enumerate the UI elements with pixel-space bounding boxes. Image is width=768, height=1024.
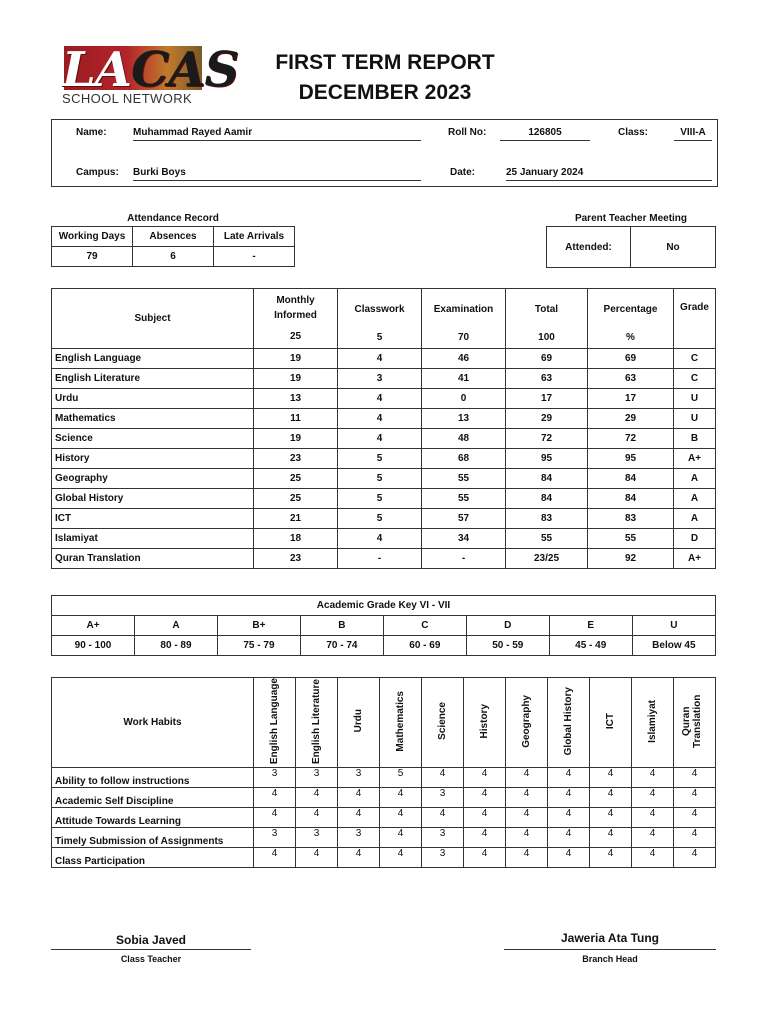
grade-range: 90 - 100 bbox=[52, 636, 135, 656]
marks-table bbox=[51, 288, 716, 569]
marks-cell: 48 bbox=[422, 429, 506, 449]
ptm-value: No bbox=[631, 227, 716, 268]
habit-row bbox=[52, 788, 716, 808]
grade-range: 80 - 89 bbox=[135, 636, 218, 656]
grade-header: Grade bbox=[674, 289, 716, 349]
habit-subject-header bbox=[464, 678, 506, 768]
subject-name: Islamiyat bbox=[52, 529, 254, 549]
marks-cell: 95 bbox=[506, 449, 588, 469]
grade-letter: E bbox=[549, 616, 632, 636]
marks-cell: 57 bbox=[422, 509, 506, 529]
marks-cell: 63 bbox=[506, 369, 588, 389]
logo-subtitle: SCHOOL NETWORK bbox=[62, 91, 193, 106]
habit-row bbox=[52, 828, 716, 848]
marks-cell: 18 bbox=[254, 529, 338, 549]
grade-range: 45 - 49 bbox=[549, 636, 632, 656]
habit-score: 4 bbox=[464, 828, 506, 848]
subject-name: Global History bbox=[52, 489, 254, 509]
marks-cell: U bbox=[674, 409, 716, 429]
marks-cell: A bbox=[674, 469, 716, 489]
marks-cell: U bbox=[674, 389, 716, 409]
marks-cell: 5 bbox=[338, 469, 422, 489]
grade-range: Below 45 bbox=[632, 636, 715, 656]
grade-range: 70 - 74 bbox=[300, 636, 383, 656]
habit-subject-header bbox=[632, 678, 674, 768]
grade-range: 50 - 59 bbox=[466, 636, 549, 656]
marks-row bbox=[52, 369, 716, 389]
monthly-header: Monthly Informed 25 bbox=[254, 289, 338, 349]
marks-row bbox=[52, 349, 716, 369]
habit-score: 4 bbox=[506, 848, 548, 868]
attendance-caption: Attendance Record bbox=[127, 213, 219, 224]
habit-label: Ability to follow instructions bbox=[52, 768, 254, 788]
habit-subject-header bbox=[422, 678, 464, 768]
work-habits-table bbox=[51, 677, 716, 868]
marks-row bbox=[52, 549, 716, 569]
habit-score: 4 bbox=[380, 828, 422, 848]
absences-value: 6 bbox=[133, 247, 214, 267]
marks-cell: 4 bbox=[338, 429, 422, 449]
student-name: Muhammad Rayed Aamir bbox=[133, 127, 421, 141]
marks-cell: 25 bbox=[254, 489, 338, 509]
grade-range: 60 - 69 bbox=[383, 636, 466, 656]
habit-score: 4 bbox=[632, 828, 674, 848]
marks-cell: 25 bbox=[254, 469, 338, 489]
marks-cell: 21 bbox=[254, 509, 338, 529]
habit-score: 4 bbox=[674, 768, 716, 788]
habit-subject-header bbox=[338, 678, 380, 768]
marks-cell: 17 bbox=[506, 389, 588, 409]
marks-row bbox=[52, 469, 716, 489]
marks-cell: 13 bbox=[254, 389, 338, 409]
marks-row bbox=[52, 509, 716, 529]
name-label: Name: bbox=[76, 127, 107, 138]
grade-letter: A bbox=[135, 616, 218, 636]
class-teacher-signature-line bbox=[51, 949, 251, 950]
branch-head-name: Jaweria Ata Tung bbox=[560, 931, 660, 945]
grade-letter: B bbox=[300, 616, 383, 636]
marks-row bbox=[52, 409, 716, 429]
marks-row bbox=[52, 389, 716, 409]
marks-cell: 72 bbox=[506, 429, 588, 449]
habit-score: 3 bbox=[422, 788, 464, 808]
marks-cell: 34 bbox=[422, 529, 506, 549]
habit-score: 4 bbox=[338, 788, 380, 808]
marks-cell: 68 bbox=[422, 449, 506, 469]
total-header: Total 100 bbox=[506, 289, 588, 349]
habit-score: 4 bbox=[590, 808, 632, 828]
marks-cell: 17 bbox=[588, 389, 674, 409]
marks-cell: 11 bbox=[254, 409, 338, 429]
school-logo bbox=[62, 42, 239, 108]
grade-letter: D bbox=[466, 616, 549, 636]
marks-cell: 3 bbox=[338, 369, 422, 389]
habit-score: 4 bbox=[590, 848, 632, 868]
marks-cell: A bbox=[674, 509, 716, 529]
subject-name: Urdu bbox=[52, 389, 254, 409]
percentage-header: Percentage % bbox=[588, 289, 674, 349]
marks-cell: 55 bbox=[422, 469, 506, 489]
marks-cell: 19 bbox=[254, 429, 338, 449]
marks-cell: 4 bbox=[338, 389, 422, 409]
logo-wordmark: LACAS bbox=[62, 42, 239, 98]
marks-row bbox=[52, 489, 716, 509]
branch-head-signature-line bbox=[504, 949, 716, 950]
habit-score: 4 bbox=[506, 828, 548, 848]
habit-subject-label: English Literature bbox=[311, 678, 322, 764]
habit-score: 4 bbox=[464, 768, 506, 788]
habit-subject-header bbox=[506, 678, 548, 768]
marks-cell: 19 bbox=[254, 369, 338, 389]
marks-cell: A+ bbox=[674, 449, 716, 469]
marks-cell: - bbox=[338, 549, 422, 569]
marks-cell: C bbox=[674, 369, 716, 389]
habit-score: 4 bbox=[254, 808, 296, 828]
habit-score: 4 bbox=[590, 828, 632, 848]
branch-head-role: Branch Head bbox=[582, 954, 638, 964]
habit-score: 3 bbox=[296, 828, 338, 848]
classwork-header: Classwork 5 bbox=[338, 289, 422, 349]
habit-subject-label: Quran Translation bbox=[680, 694, 703, 748]
habit-score: 4 bbox=[590, 768, 632, 788]
marks-cell: 5 bbox=[338, 449, 422, 469]
habit-subject-header bbox=[254, 678, 296, 768]
habit-score: 4 bbox=[296, 848, 338, 868]
marks-cell: 29 bbox=[588, 409, 674, 429]
habit-score: 4 bbox=[674, 808, 716, 828]
habit-score: 4 bbox=[674, 848, 716, 868]
marks-cell: 55 bbox=[422, 489, 506, 509]
habit-score: 4 bbox=[380, 808, 422, 828]
roll-label: Roll No: bbox=[448, 127, 487, 138]
habit-subject-label: Science bbox=[437, 702, 448, 740]
habit-score: 3 bbox=[422, 848, 464, 868]
habit-subject-label: Islamiyat bbox=[647, 699, 658, 743]
marks-cell: B bbox=[674, 429, 716, 449]
grade-letter: U bbox=[632, 616, 715, 636]
subject-header: Subject bbox=[52, 289, 254, 349]
marks-cell: 19 bbox=[254, 349, 338, 369]
subject-name: Mathematics bbox=[52, 409, 254, 429]
marks-cell: 29 bbox=[506, 409, 588, 429]
habit-subject-header bbox=[674, 678, 716, 768]
marks-cell: D bbox=[674, 529, 716, 549]
habit-score: 3 bbox=[254, 768, 296, 788]
marks-cell: 83 bbox=[506, 509, 588, 529]
habit-score: 4 bbox=[674, 788, 716, 808]
subject-name: Quran Translation bbox=[52, 549, 254, 569]
grade-key-table bbox=[51, 595, 716, 656]
habit-score: 4 bbox=[548, 808, 590, 828]
marks-cell: 69 bbox=[588, 349, 674, 369]
marks-cell: 63 bbox=[588, 369, 674, 389]
marks-cell: 46 bbox=[422, 349, 506, 369]
marks-cell: A bbox=[674, 489, 716, 509]
habit-score: 3 bbox=[422, 828, 464, 848]
habit-score: 4 bbox=[338, 808, 380, 828]
ptm-label: Attended: bbox=[547, 227, 631, 268]
attendance-table bbox=[51, 226, 295, 267]
habit-score: 4 bbox=[632, 788, 674, 808]
habit-score: 4 bbox=[296, 808, 338, 828]
marks-cell: 5 bbox=[338, 509, 422, 529]
marks-cell: C bbox=[674, 349, 716, 369]
ptm-caption: Parent Teacher Meeting bbox=[574, 213, 688, 224]
habit-score: 4 bbox=[632, 808, 674, 828]
roll-number: 126805 bbox=[500, 127, 590, 141]
habit-subject-label: Mathematics bbox=[395, 690, 406, 752]
marks-cell: 92 bbox=[588, 549, 674, 569]
habit-score: 4 bbox=[464, 848, 506, 868]
habit-label: Timely Submission of Assignments bbox=[52, 828, 254, 848]
habit-score: 4 bbox=[422, 808, 464, 828]
class-value: VIII-A bbox=[674, 127, 712, 141]
marks-cell: 83 bbox=[588, 509, 674, 529]
marks-cell: 23 bbox=[254, 449, 338, 469]
habit-score: 4 bbox=[506, 768, 548, 788]
marks-cell: 4 bbox=[338, 529, 422, 549]
habit-subject-label: ICT bbox=[605, 713, 616, 730]
marks-cell: 0 bbox=[422, 389, 506, 409]
marks-cell: 4 bbox=[338, 349, 422, 369]
habit-score: 4 bbox=[380, 788, 422, 808]
habit-label: Class Participation bbox=[52, 848, 254, 868]
habit-subject-header bbox=[380, 678, 422, 768]
grade-letter: B+ bbox=[217, 616, 300, 636]
marks-cell: 23/25 bbox=[506, 549, 588, 569]
marks-cell: 84 bbox=[588, 489, 674, 509]
attendance-header: Working Days bbox=[52, 227, 133, 247]
marks-cell: 69 bbox=[506, 349, 588, 369]
grade-key-ranges-row bbox=[52, 636, 716, 656]
working-days-value: 79 bbox=[52, 247, 133, 267]
habit-subject-label: Global History bbox=[563, 686, 574, 756]
grade-key-title: Academic Grade Key VI - VII bbox=[52, 596, 716, 616]
report-date: 25 January 2024 bbox=[506, 167, 712, 181]
attendance-header: Late Arrivals bbox=[214, 227, 295, 247]
grade-letter: C bbox=[383, 616, 466, 636]
habit-score: 3 bbox=[296, 768, 338, 788]
habit-subject-label: Urdu bbox=[353, 709, 364, 733]
subject-name: Science bbox=[52, 429, 254, 449]
habit-score: 5 bbox=[380, 768, 422, 788]
marks-cell: 95 bbox=[588, 449, 674, 469]
subject-name: History bbox=[52, 449, 254, 469]
habit-score: 4 bbox=[254, 848, 296, 868]
habit-score: 4 bbox=[254, 788, 296, 808]
habit-score: 3 bbox=[338, 828, 380, 848]
examination-header: Examination 70 bbox=[422, 289, 506, 349]
habit-subject-label: History bbox=[479, 703, 490, 739]
habit-subject-header bbox=[548, 678, 590, 768]
habit-score: 4 bbox=[548, 768, 590, 788]
marks-cell: A+ bbox=[674, 549, 716, 569]
marks-cell: 84 bbox=[506, 489, 588, 509]
habit-subject-header bbox=[296, 678, 338, 768]
marks-cell: 13 bbox=[422, 409, 506, 429]
report-title: FIRST TERM REPORT bbox=[275, 51, 495, 74]
class-teacher-name: Sobia Javed bbox=[115, 933, 187, 947]
habit-subject-label: English Language bbox=[269, 678, 280, 765]
marks-row bbox=[52, 429, 716, 449]
grade-range: 75 - 79 bbox=[217, 636, 300, 656]
marks-cell: 72 bbox=[588, 429, 674, 449]
subject-name: Geography bbox=[52, 469, 254, 489]
habit-row bbox=[52, 808, 716, 828]
habit-score: 4 bbox=[380, 848, 422, 868]
habit-row bbox=[52, 848, 716, 868]
habit-subject-label: Geography bbox=[521, 694, 532, 748]
ptm-table bbox=[546, 226, 716, 268]
habit-score: 3 bbox=[254, 828, 296, 848]
marks-cell: 84 bbox=[588, 469, 674, 489]
habit-score: 4 bbox=[464, 808, 506, 828]
habit-score: 4 bbox=[338, 848, 380, 868]
marks-cell: 55 bbox=[588, 529, 674, 549]
habit-row bbox=[52, 768, 716, 788]
habit-label: Attitude Towards Learning bbox=[52, 808, 254, 828]
subject-name: English Language bbox=[52, 349, 254, 369]
marks-cell: 55 bbox=[506, 529, 588, 549]
habit-subject-header bbox=[590, 678, 632, 768]
marks-cell: 23 bbox=[254, 549, 338, 569]
student-info-box bbox=[51, 119, 718, 187]
habit-score: 4 bbox=[548, 848, 590, 868]
marks-cell: 84 bbox=[506, 469, 588, 489]
late-arrivals-value: - bbox=[214, 247, 295, 267]
marks-cell: - bbox=[422, 549, 506, 569]
habit-score: 4 bbox=[674, 828, 716, 848]
marks-cell: 41 bbox=[422, 369, 506, 389]
campus-label: Campus: bbox=[76, 167, 119, 178]
attendance-header: Absences bbox=[133, 227, 214, 247]
habit-score: 4 bbox=[464, 788, 506, 808]
habit-score: 4 bbox=[296, 788, 338, 808]
marks-row bbox=[52, 449, 716, 469]
grade-key-grades-row bbox=[52, 616, 716, 636]
subject-name: ICT bbox=[52, 509, 254, 529]
habit-score: 3 bbox=[338, 768, 380, 788]
subject-name: English Literature bbox=[52, 369, 254, 389]
habit-score: 4 bbox=[422, 768, 464, 788]
campus-value: Burki Boys bbox=[133, 167, 421, 181]
habit-score: 4 bbox=[548, 828, 590, 848]
habit-score: 4 bbox=[632, 848, 674, 868]
habit-score: 4 bbox=[506, 788, 548, 808]
habit-label: Academic Self Discipline bbox=[52, 788, 254, 808]
work-habits-header: Work Habits bbox=[52, 678, 254, 768]
class-teacher-role: Class Teacher bbox=[120, 954, 182, 964]
marks-cell: 5 bbox=[338, 489, 422, 509]
date-label: Date: bbox=[450, 167, 476, 178]
habit-score: 4 bbox=[632, 768, 674, 788]
habit-score: 4 bbox=[548, 788, 590, 808]
habit-score: 4 bbox=[506, 808, 548, 828]
habit-score: 4 bbox=[590, 788, 632, 808]
report-period: DECEMBER 2023 bbox=[298, 81, 472, 104]
marks-row bbox=[52, 529, 716, 549]
class-label: Class: bbox=[618, 127, 649, 138]
marks-cell: 4 bbox=[338, 409, 422, 429]
grade-letter: A+ bbox=[52, 616, 135, 636]
